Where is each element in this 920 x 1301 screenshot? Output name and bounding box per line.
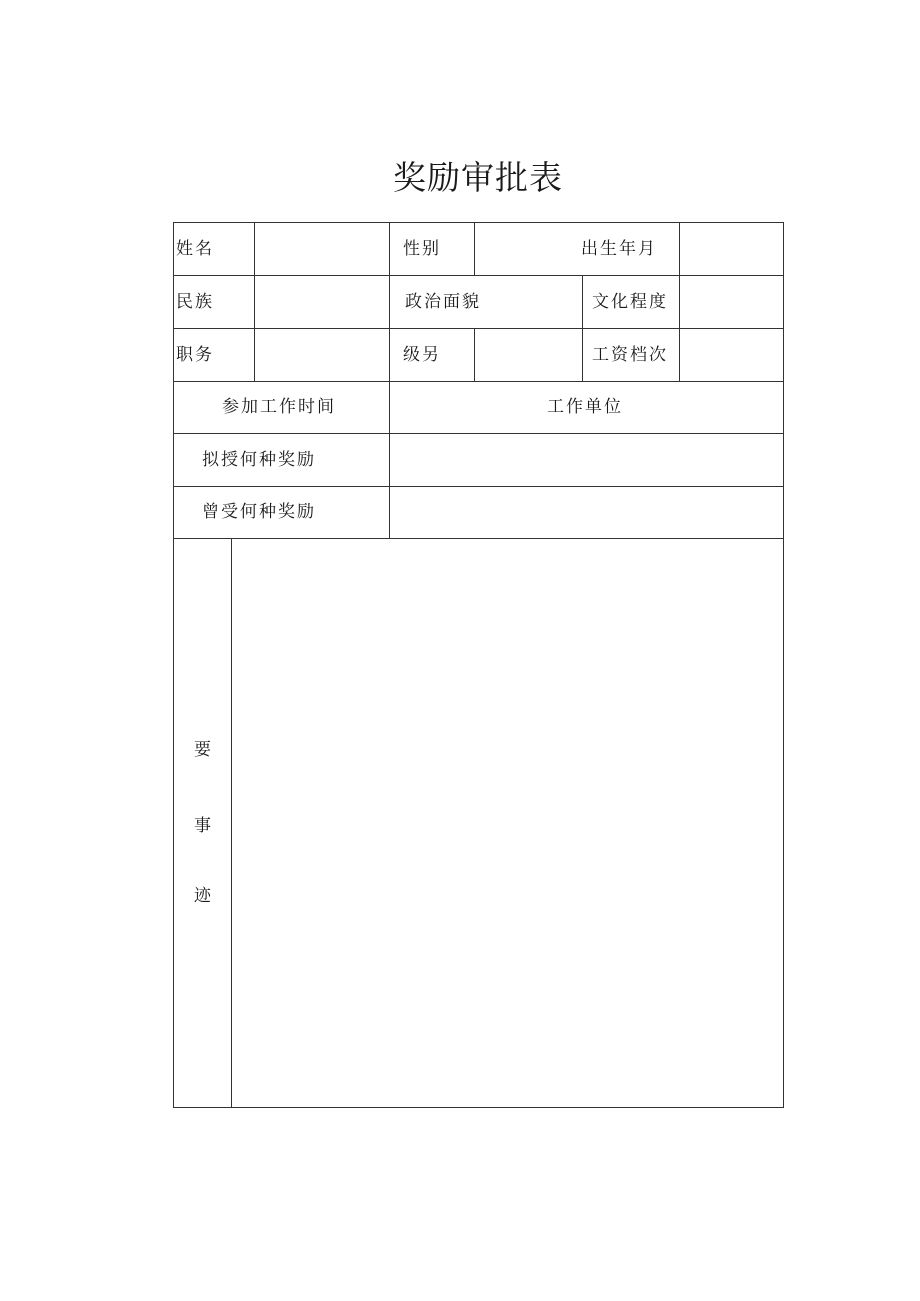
gender-label: 性别 [403, 239, 441, 259]
education-label: 文化程度 [592, 292, 668, 312]
ethnicity-field[interactable] [255, 276, 389, 328]
deeds-label-char-3: 迹 [194, 886, 211, 906]
deeds-label-char-1: 要 [194, 740, 211, 760]
salary-level-label: 工资档次 [592, 345, 668, 365]
political-status-label: 政治面貌 [405, 292, 481, 312]
work-unit-label: 工作单位 [547, 397, 623, 417]
position-label: 职务 [176, 345, 214, 365]
proposed-award-label: 拟授何种奖励 [202, 450, 316, 470]
start-work-date-label: 参加工作时间 [222, 397, 336, 417]
birth-date-label: 出生年月 [581, 239, 657, 259]
name-field[interactable] [255, 223, 389, 275]
deeds-field[interactable] [232, 539, 783, 1107]
deeds-label-char-2: 事 [194, 816, 211, 836]
column-divider [582, 275, 583, 381]
approval-form-table [173, 222, 784, 1108]
salary-level-field[interactable] [680, 329, 783, 381]
ethnicity-label: 民族 [176, 292, 214, 312]
past-award-field[interactable] [390, 487, 783, 538]
position-field[interactable] [255, 329, 389, 381]
grade-field[interactable] [475, 329, 582, 381]
education-field[interactable] [680, 276, 783, 328]
page-title: 奖励审批表 [393, 158, 563, 197]
name-label: 姓名 [176, 239, 214, 259]
row-divider [173, 381, 784, 382]
gender-field[interactable] [475, 223, 575, 275]
grade-label: 级另 [403, 345, 441, 365]
birth-date-field[interactable] [680, 223, 783, 275]
proposed-award-field[interactable] [390, 434, 783, 486]
past-award-label: 曾受何种奖励 [202, 502, 316, 522]
